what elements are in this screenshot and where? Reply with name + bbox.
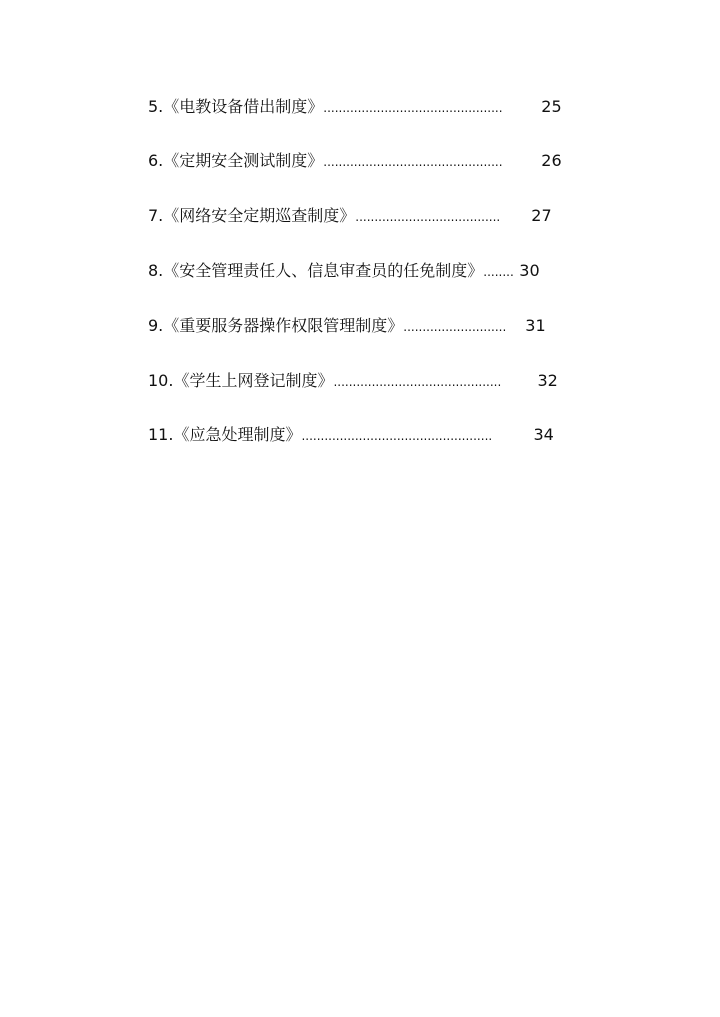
toc-entry-title: 《电教设备借出制度》 xyxy=(163,97,324,116)
toc-entry-page: 34 xyxy=(533,425,554,444)
toc-entry-leader: ............................................... xyxy=(323,155,503,169)
toc-entry[interactable] xyxy=(148,313,578,339)
toc-entry-page: 27 xyxy=(531,206,552,225)
toc-entry-number: 6. xyxy=(148,151,164,170)
toc-entry[interactable] xyxy=(148,368,578,394)
toc-entry-title: 《安全管理责任人、信息审查员的任免制度》 xyxy=(163,261,484,280)
toc-entry-leader: ........ xyxy=(483,265,514,279)
toc-entry-number: 7. xyxy=(148,206,164,225)
toc-entry-title: 《网络安全定期巡查制度》 xyxy=(163,206,356,225)
toc-entry-number: 8. xyxy=(148,261,164,280)
toc-entry-leader: ........................... xyxy=(403,320,507,334)
toc-entry-number: 10. xyxy=(148,371,174,390)
toc-entry[interactable] xyxy=(148,203,578,229)
toc-entry[interactable] xyxy=(148,148,578,174)
toc-entry-title: 《应急处理制度》 xyxy=(173,425,302,444)
toc-entry-leader: ............................................ xyxy=(333,375,502,389)
toc-entry-number: 5. xyxy=(148,97,164,116)
toc-entry-leader: ............................................... xyxy=(323,101,503,115)
toc-entry-page: 25 xyxy=(541,97,562,116)
toc-entry[interactable] xyxy=(148,422,578,448)
toc-entry-page: 32 xyxy=(537,371,558,390)
toc-entry-number: 9. xyxy=(148,316,164,335)
toc-entry-page: 30 xyxy=(519,261,540,280)
toc-entry[interactable] xyxy=(148,94,578,120)
toc-entry-page: 26 xyxy=(541,151,562,170)
toc-entry-page: 31 xyxy=(525,316,546,335)
toc-entry-leader: ...................................... xyxy=(355,210,501,224)
toc-entry-title: 《重要服务器操作权限管理制度》 xyxy=(163,316,404,335)
toc-entry-title: 《定期安全测试制度》 xyxy=(163,151,324,170)
toc-entry-number: 11. xyxy=(148,425,174,444)
toc-entry[interactable] xyxy=(148,258,578,284)
toc-entry-leader: .................................................. xyxy=(301,429,493,443)
toc-entry-title: 《学生上网登记制度》 xyxy=(173,371,334,390)
